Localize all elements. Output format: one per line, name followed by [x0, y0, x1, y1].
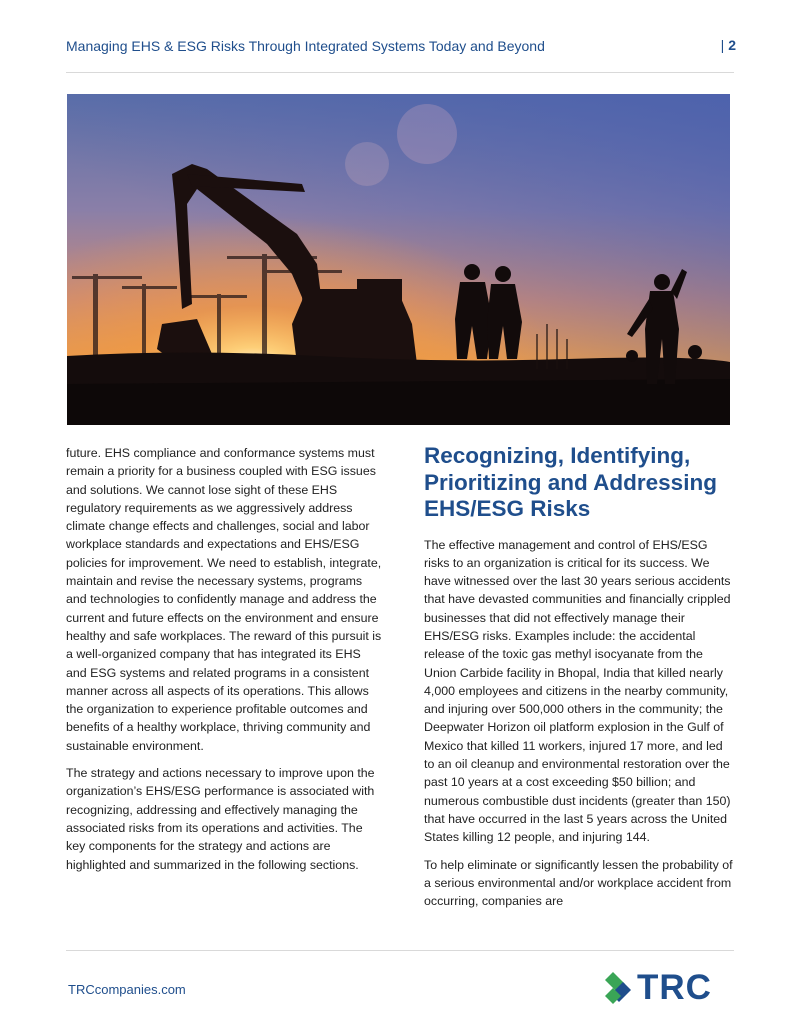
page-number	[721, 37, 736, 53]
right-paragraph-2: To help eliminate or significantly lessen the probability of a serious environmental and/or workplace accident from occurring, companies are	[424, 857, 733, 909]
header-title: Managing EHS & ESG Risks Through Integrated Systems Today and Beyond	[66, 38, 545, 54]
footer-divider	[66, 950, 734, 951]
left-paragraph-1: future. EHS compliance and conformance systems must remain a priority for a business coupled with ESG issues and solutions. We cannot lose sight of these EHS regulatory requirements as we aggressively address climate change effects and challenges, social and labor workplace standards and expectations and EHS/ESG policies for improvement. We need to establish, integrate, maintain and revise the necessary systems, programs and technologies to confidently manage and address the current and future effects on the environment and ensure healthy and safe workplaces. The reward of this pursuit is a well-organized company that has integrated its EHS and ESG systems and related programs in a consistent manner across all aspects of its operations. This allows the organization to experience profitable outcomes and benefits of a healthy workplace, thriving community and sustainable environment.	[66, 446, 382, 753]
construction-silhouette-sunset-image	[67, 94, 730, 425]
page-number-value: 2	[728, 37, 736, 53]
footer-url-link[interactable]: TRCcompanies.com	[68, 982, 186, 997]
left-column	[66, 444, 384, 883]
trc-chevron-icon	[603, 968, 635, 1008]
left-paragraph-2: The strategy and actions necessary to improve upon the organization’s EHS/ESG performance is associated with recognizing, addressing and effectively managing the associated risks from its operations and activities. The key components for the strategy and actions are highlighted and summarized in the following sections.	[66, 766, 375, 872]
section-heading: Recognizing, Identifying, Prioritizing and Addressing EHS/ESG Risks	[424, 443, 717, 521]
right-column	[424, 443, 736, 919]
header-divider	[66, 72, 734, 73]
hero-image	[67, 94, 730, 425]
right-paragraph-1: The effective management and control of EHS/ESG risks to an organization is critical for its success. We have witnessed over the last 30 years serious accidents that have devasted communities and financially crippled businesses that did not effectively manage their EHS/ESG risks. Examples include: the accidental release of the toxic gas methyl isocyanate from the Union Carbide facility in Bhopal, India that killed nearly 4,000 employees and citizens in the nearby community, and injuring over 500,000 others in the community; the Deepwater Horizon oil platform explosion in the Gulf of Mexico that killed 11 workers, injured 17 more, and led to an oil cleanup and environmental restoration over the past 10 years at a cost exceeding $50 billion; and numerous combustible dust incidents (greater than 150) that have occurred in the last 5 years across the United States killing 12 people, and injuring 144.	[424, 537, 731, 845]
trc-logo	[603, 968, 733, 1008]
logo-text: TRC	[637, 968, 712, 1007]
page-separator: |	[720, 37, 725, 53]
